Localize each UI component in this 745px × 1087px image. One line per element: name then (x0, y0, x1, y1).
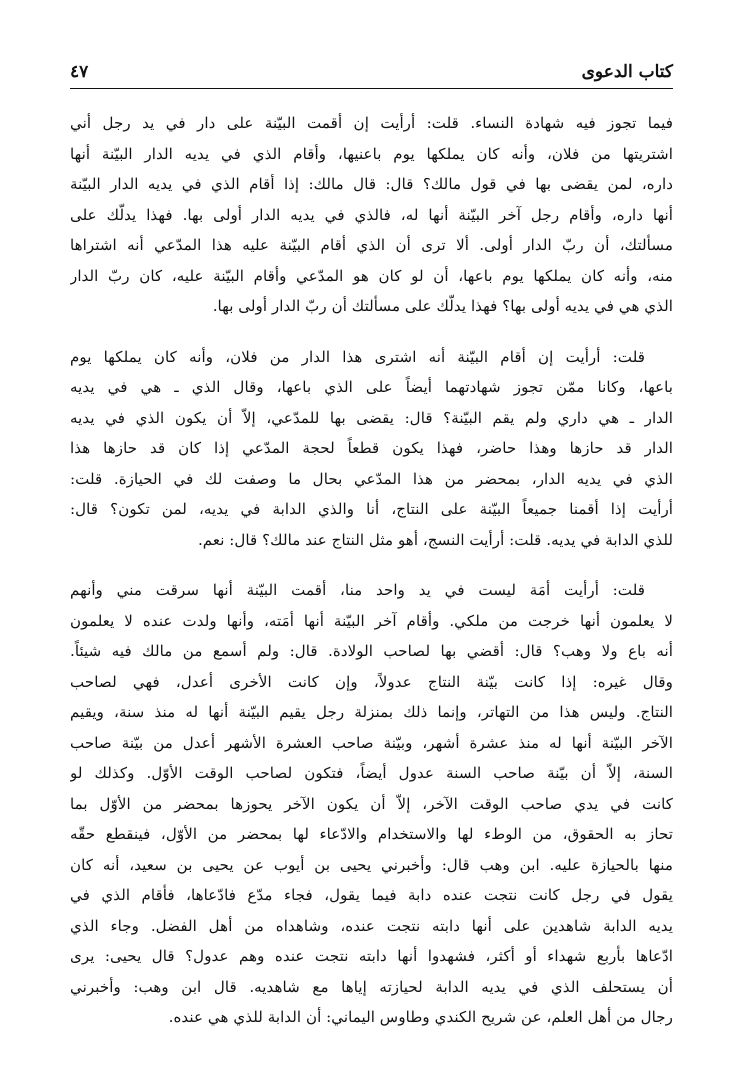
text-line: الدار ـ هي داري ولم يقم البيّنة؟ قال: يقضى بها للمدّعي، إلاّ أن يكون الذي في يديه (70, 408, 673, 427)
text-line: ادّعاها بأربع شهداء أو أكثر، فشهدوا أنها دابته نتجت عنده وهم عدول؟ قال يحيى: يرى (70, 947, 673, 965)
text-line: الذي هي في يديه أولى بها؟ فهذا يدلّك على مسألتك أن ربّ الدار أولى بها. (212, 297, 673, 315)
text-line: داره، لمن يقضى بها في قول مالك؟ قال: قال مالك: إذا أقام الذي في يديه الدار البيّنة (70, 175, 673, 193)
page-header (70, 58, 673, 89)
text-line: يديه الدابة شاهدين على أنها دابته نتجت عنده، وشاهداه من أهل الفضل. وجاء الذي (70, 916, 673, 935)
text-line: للذي الدابة في يديه. قلت: أرأيت النسج، أهو مثل النتاج عند مالك؟ قال: نعم. (197, 530, 673, 549)
text-line: أنه باع ولا وهب؟ قال: أقضي بها لصاحب الولادة. قال: ولم أسمع من مالك فيه شيئاً. (70, 642, 673, 660)
text-line: السنة، إلاّ أن بيّنة صاحب السنة عدول أيضاً، فتكون لصاحب الوقت الأوّل. وكذلك لو (70, 764, 673, 782)
text-line: الآخر البيّنة أنها له منذ عشرة أشهر، وبيّنة صاحب العشرة الأشهر أعدل من بيّنة صاحب (70, 733, 673, 752)
text-line: تحاز به الحقوق، من الوطء لها والاستخدام والادّعاء لها بمحضر من الأوّل، فينقطع حقّه (70, 825, 673, 843)
text-line: منه، وأنه كان يملكها يوم باعها، أن لو كان هو المدّعي وأقام البيّنة عليه، كان ربّ الدار (70, 266, 673, 285)
text-line: اشتريتها من فلان، وأنه كان يملكها يوم باعنيها، وأقام الذي في يديه الدار البيّنة أنها (70, 144, 673, 163)
text-line: فيما تجوز فيه شهادة النساء. قلت: أرأيت إن أقمت البيّنة على دار في يد رجل أني (70, 114, 673, 132)
paragraph-1 (70, 108, 673, 322)
body-text (70, 108, 673, 1053)
text-line: منها بالحيازة عليه. ابن وهب قال: وأخبرني يحيى بن أيوب عن يحيى بن سعيد، أنه كان (70, 855, 673, 874)
paragraph-2 (70, 342, 673, 556)
text-line: قلت: أرأيت أمَة ليست في يد واحد منا، أقمت البيّنة أنها سرقت مني وأنهم (70, 581, 645, 599)
text-line: وقال غيره: إذا كانت بيّنة النتاج عدولاً، وإن كانت الأخرى أعدل، فهي لصاحب (70, 672, 673, 691)
text-line: كانت في يدي صاحب الوقت الآخر، إلاّ أن يكون الآخر يحوزها بمحضر من الأوّل بما (70, 794, 673, 813)
text-line: الدار قد حازها وهذا حاضر، فهذا يكون قطعاً لحجة المدّعي إذا كان قد حازها هذا (70, 439, 673, 457)
text-line: النتاج. وليس هذا من التهاتر، وإنما ذلك بمنزلة رجل يقيم البيّنة أنها له منذ سنة، ويقيم (70, 703, 673, 721)
text-line: باعها، وكانا ممّن تجوز شهادتهما أيضاً على الذي باعها، وقال الذي ـ هي في يديه (70, 378, 673, 396)
running-title: كتاب الدعوى (581, 62, 673, 82)
text-line: قلت: أرأيت إن أقام البيّنة أنه اشترى هذا الدار من فلان، وأنه كان يملكها يوم (70, 347, 645, 366)
text-line: أرأيت إذا أقمنا جميعاً البيّنة على النتاج، أنا والذي الدابة في يديه، لمن تكون؟ قال: (70, 500, 673, 518)
text-line: لا يعلمون أنها خرجت من ملكي. وأقام آخر البيّنة أنها أمَته، وأنها ولدت عنده لا يعلمون (70, 611, 673, 630)
text-line: أن يستحلف الذي في يديه الدابة لحيازته إياها مع شاهديه. قال ابن وهب: وأخبرني (70, 977, 673, 996)
text-line: أنها داره، وأقام رجل آخر البيّنة أنها له، فالذي في يديه الدار أولى بها. فهذا يدلّك على (70, 205, 673, 224)
text-line: مسألتك، أن ربّ الدار أولى. ألا ترى أن الذي أقام البيّنة عليه هذا المدّعي أنه اشتراها (70, 236, 673, 254)
paragraph-3 (70, 575, 673, 1033)
page-number: ٤٧ (70, 62, 89, 82)
text-line: يقول في رجل كانت نتجت عنده دابة فيما يقول، فجاء مدّع فادّعاها، فأقام الذي في (70, 886, 673, 904)
text-line: رجال من أهل العلم، عن شريح الكندي وطاوس اليماني: أن الدابة للذي هي عنده. (168, 1008, 673, 1026)
text-line: الذي في يديه الدار، بمحضر من هذا المدّعي بحال ما وصفت لك في الحيازة. قلت: (70, 469, 673, 488)
